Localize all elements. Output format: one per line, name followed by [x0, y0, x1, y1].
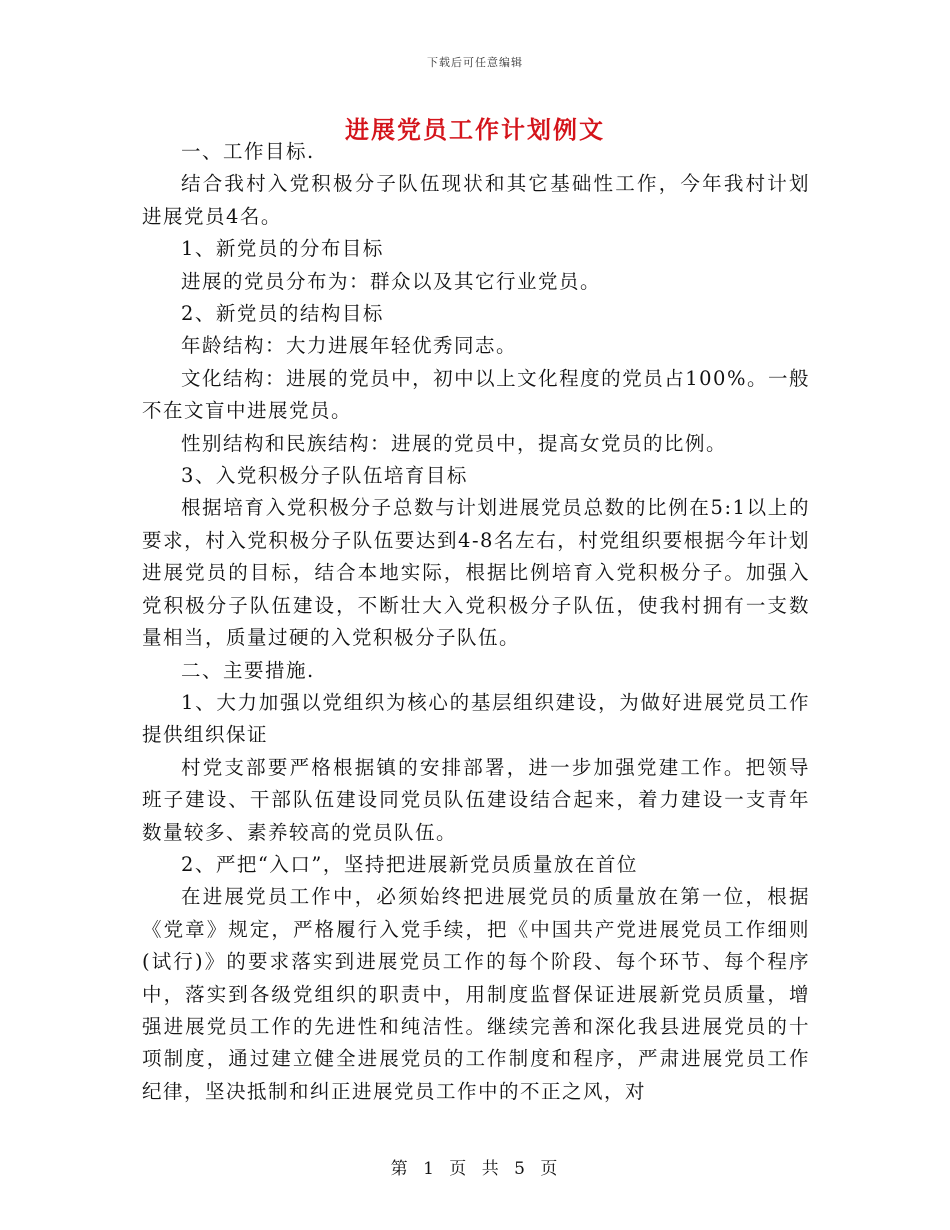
paragraph: 1、大力加强以党组织为核心的基层组织建设，为做好进展党员工作提供组织保证	[142, 690, 810, 747]
paragraph: 村党支部要严格根据镇的安排部署，进一步加强党建工作。把领导班子建设、干部队伍建设同党员队伍建设结合起来，着力建设一支青年数量较多、素养较高的党员队伍。	[142, 755, 810, 844]
page-header: 下载后可任意编辑	[427, 56, 523, 69]
paragraph: 年龄结构：大力进展年轻优秀同志。	[181, 334, 518, 358]
paragraph: 在进展党员工作中，必须始终把进展党员的质量放在第一位，根据《党章》规定，严格履行入党手续，把《中国共产党进展党员工作细则(试行)》的要求落实到进展党员工作的每个阶段、每个环节、每个程序中，落实到各级党组织的职责中，用制度监督保证进展新党员质量，增强进展党员工作的先进性和纯洁性。继续完善和深化我县进展党员的十项制度，通过建立健全进展党员的工作制度和程序，严肃进展党员工作纪律，坚决抵制和纠正进展党员工作中的不正之风，对	[142, 885, 810, 1103]
footer-page-unit: 页	[449, 1159, 469, 1179]
document-body	[142, 136, 810, 1108]
footer-total-pages: 5	[514, 1159, 527, 1179]
footer-page-number: 1	[423, 1159, 436, 1179]
paragraph: 文化结构：进展的党员中，初中以上文化程度的党员占100%。一般不在文盲中进展党员。	[142, 366, 810, 423]
page-footer	[0, 1154, 950, 1179]
paragraph: 1、新党员的分布目标	[181, 237, 384, 261]
paragraph: 性别结构和民族结构：进展的党员中，提高女党员的比例。	[181, 431, 728, 455]
paragraph: 2、严把“入口”，坚持把进展新党员质量放在首位	[181, 852, 638, 876]
paragraph: 2、新党员的结构目标	[181, 302, 384, 326]
paragraph: 3、入党积极分子队伍培育目标	[181, 464, 468, 488]
paragraph: 二、主要措施.	[181, 658, 315, 682]
paragraph: 进展的党员分布为：群众以及其它行业党员。	[181, 269, 602, 293]
paragraph: 一、工作目标.	[181, 140, 315, 163]
footer-total-prefix: 共	[481, 1159, 501, 1179]
paragraph: 结合我村入党积极分子队伍现状和其它基础性工作，今年我村计划进展党员4名。	[142, 172, 810, 228]
paragraph: 根据培育入党积极分子总数与计划进展党员总数的比例在5:1以上的要求，村入党积极分子队伍要达到4-8名左右，村党组织要根据今年计划进展党员的目标，结合本地实际，根据比例培育入党积极分子。加强入党积极分子队伍建设，不断壮大入党积极分子队伍，使我村拥有一支数量相当，质量过硬的入党积极分子队伍。	[142, 496, 810, 650]
footer-prefix: 第	[390, 1159, 410, 1179]
footer-total-unit: 页	[540, 1159, 560, 1179]
document-title: 进展党员工作计划例文	[345, 115, 605, 144]
